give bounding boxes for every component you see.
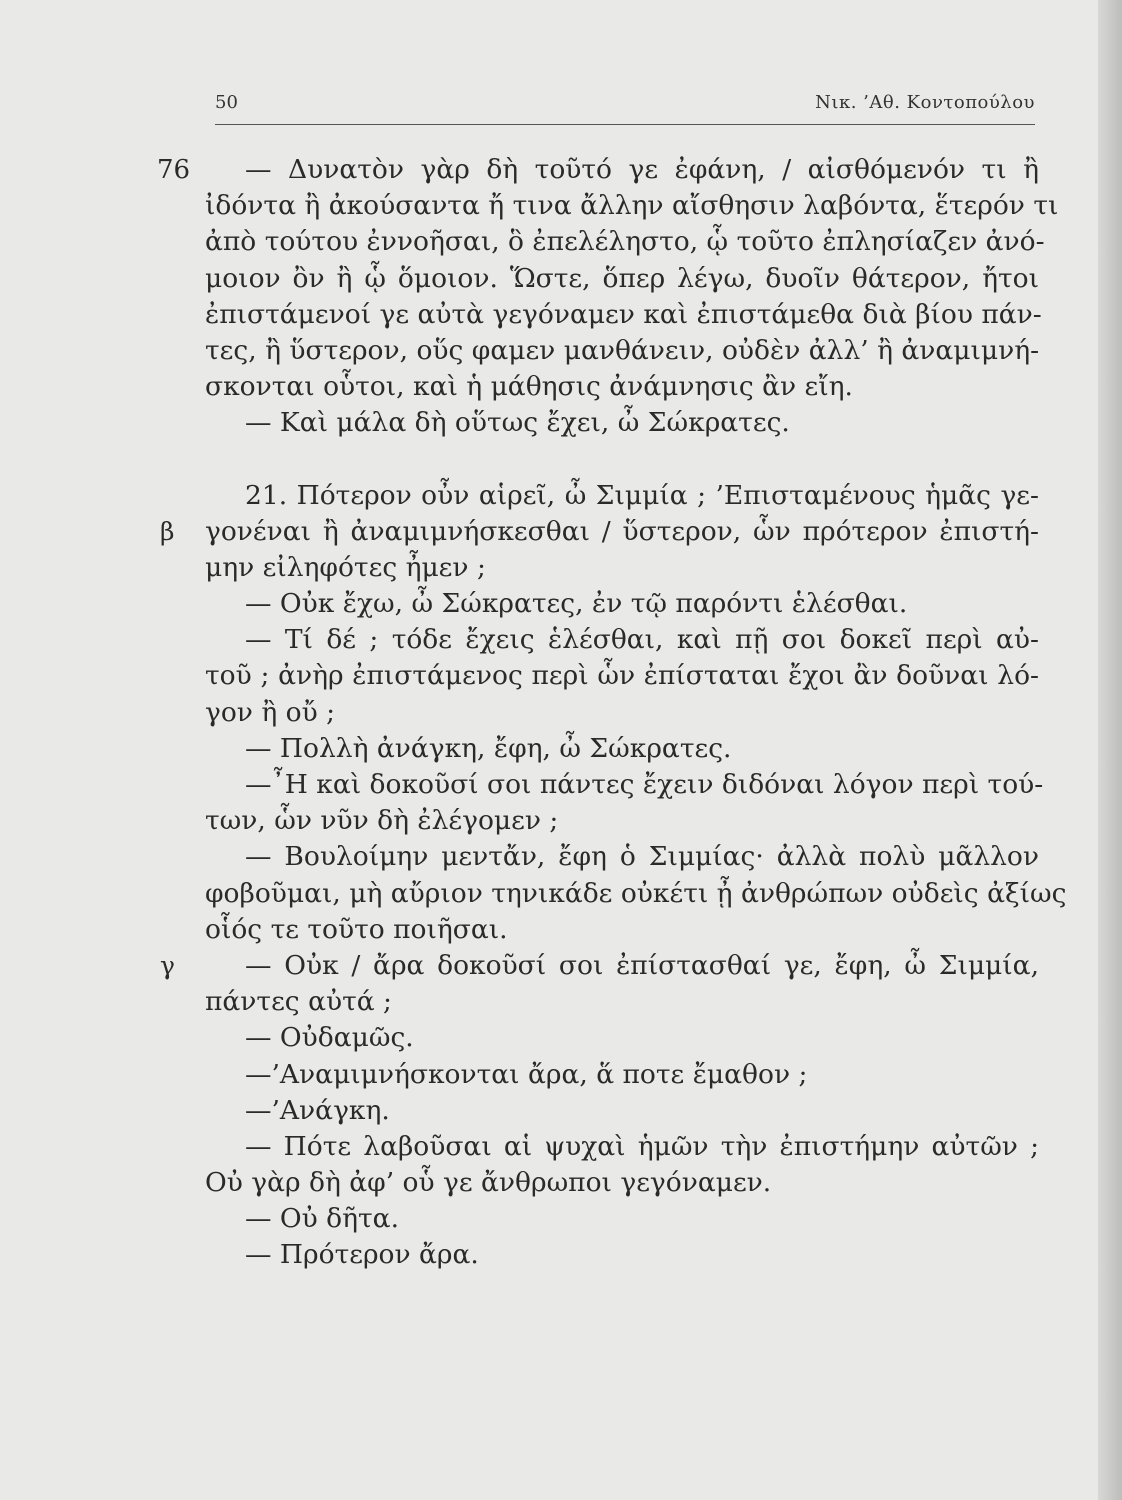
margin-letter-g: γ (160, 950, 175, 980)
text-line: σκονται οὗτοι, καὶ ἡ μάθησις ἀνάμνησις ἂν εἴη. (205, 371, 853, 403)
text-line: τες, ἢ ὕστερον, οὕς φαμεν μανθάνειν, οὐδὲν ἀλλ’ ἢ ἀναμιμνή- (205, 334, 1040, 366)
page-header (215, 92, 1035, 118)
text-line: — Οὐδαμῶς. (245, 1022, 414, 1054)
body-text (157, 152, 1067, 1274)
text-line: — Οὐ δῆτα. (245, 1203, 399, 1235)
text-line: — Βουλοίμην μεντἄν, ἔφη ὁ Σιμμίας· ἀλλὰ πολὺ μᾶλλον (245, 841, 1039, 873)
text-line: — Οὐκ ἔχω, ὦ Σώκρατες, ἐν τῷ παρόντι ἑλέσθαι. (245, 588, 908, 620)
text-line: τοῦ ; ἀνὴρ ἐπιστάμενος περὶ ὧν ἐπίσταται ἔχοι ἂν δοῦναι λό- (205, 660, 1039, 692)
text-line: — Πρότερον ἄρα. (245, 1239, 479, 1271)
text-line: — Τί δέ ; τόδε ἔχεις ἑλέσθαι, καὶ πῇ σοι δοκεῖ περὶ αὐ- (245, 624, 1039, 656)
text-line: γ — Οὐκ / ἄρα δοκοῦσί σοι ἐπίστασθαί γε, ἔφη, ὦ Σιμμία, (205, 948, 1039, 984)
text-line: — Πότε λαβοῦσαι αἱ ψυχαὶ ἡμῶν τὴν ἐπιστήμην αὐτῶν ; (245, 1130, 1039, 1162)
text-line: β γονέναι ἢ ἀναμιμνήσκεσθαι / ὕστερον, ὧν πρότερον ἐπιστή- (205, 514, 1039, 550)
text-line: φοβοῦμαι, μὴ αὔριον τηνικάδε οὐκέτι ᾖ ἀνθρώπων οὐδεὶς ἀξίως (205, 877, 1067, 909)
text-line: οἷός τε τοῦτο ποιῆσαι. (205, 913, 508, 945)
text-line: 21. Πότερον οὖν αἱρεῖ, ὦ Σιμμία ; ’Επισταμένους ἡμᾶς γε- (245, 479, 1039, 511)
text-line: ἰδόντα ἢ ἀκούσαντα ἤ τινα ἄλλην αἴσθησιν λαβόντα, ἕτερόν τι (205, 190, 1059, 222)
text-line: —’Ανάγκη. (245, 1094, 390, 1126)
text-line: μοιον ὂν ἢ ᾧ ὅμοιον. Ὥστε, ὅπερ λέγω, δυοῖν θάτερον, ἤτοι (205, 262, 1039, 294)
margin-stephanus-number: 76 (157, 155, 191, 185)
text-line: — Καὶ μάλα δὴ οὕτως ἔχει, ὦ Σώκρατες. (245, 407, 790, 439)
text-line: —῏Η καὶ δοκοῦσί σοι πάντες ἔχειν διδόναι λόγον περὶ τού- (245, 769, 1044, 800)
text-line: ἐπιστάμενοί γε αὐτὰ γεγόναμεν καὶ ἐπιστάμεθα διὰ βίου πάν- (205, 298, 1042, 330)
text-line: 76 — Δυνατὸν γὰρ δὴ τοῦτό γε ἐφάνη, / αἰσθόμενόν τι ἢ (205, 152, 1039, 188)
text-line: ἀπὸ τούτου ἐννοῆσαι, ὃ ἐπελέληστο, ᾧ τοῦτο ἐπλησίαζεν ἀνό- (205, 226, 1045, 258)
running-head: Νικ. ’Αθ. Κοντοπούλου (815, 92, 1035, 113)
paragraph-gap (205, 442, 1039, 478)
page-number: 50 (215, 92, 238, 113)
text-line: γον ἢ οὔ ; (205, 696, 336, 728)
text-line: των, ὧν νῦν δὴ ἐλέγομεν ; (205, 805, 559, 837)
page-edge (1098, 0, 1122, 1500)
header-rule (215, 124, 1035, 125)
margin-letter-b: β (160, 516, 175, 546)
text-line: μην εἰληφότες ἦμεν ; (205, 551, 486, 583)
text-line: Οὐ γὰρ δὴ ἀφ’ οὗ γε ἄνθρωποι γεγόναμεν. (205, 1167, 772, 1199)
text-line: — Πολλὴ ἀνάγκη, ἔφη, ὦ Σώκρατες. (245, 732, 732, 764)
text-line: —’Αναμιμνήσκονται ἄρα, ἅ ποτε ἔμαθον ; (245, 1058, 808, 1090)
text-line: πάντες αὐτά ; (205, 986, 392, 1018)
